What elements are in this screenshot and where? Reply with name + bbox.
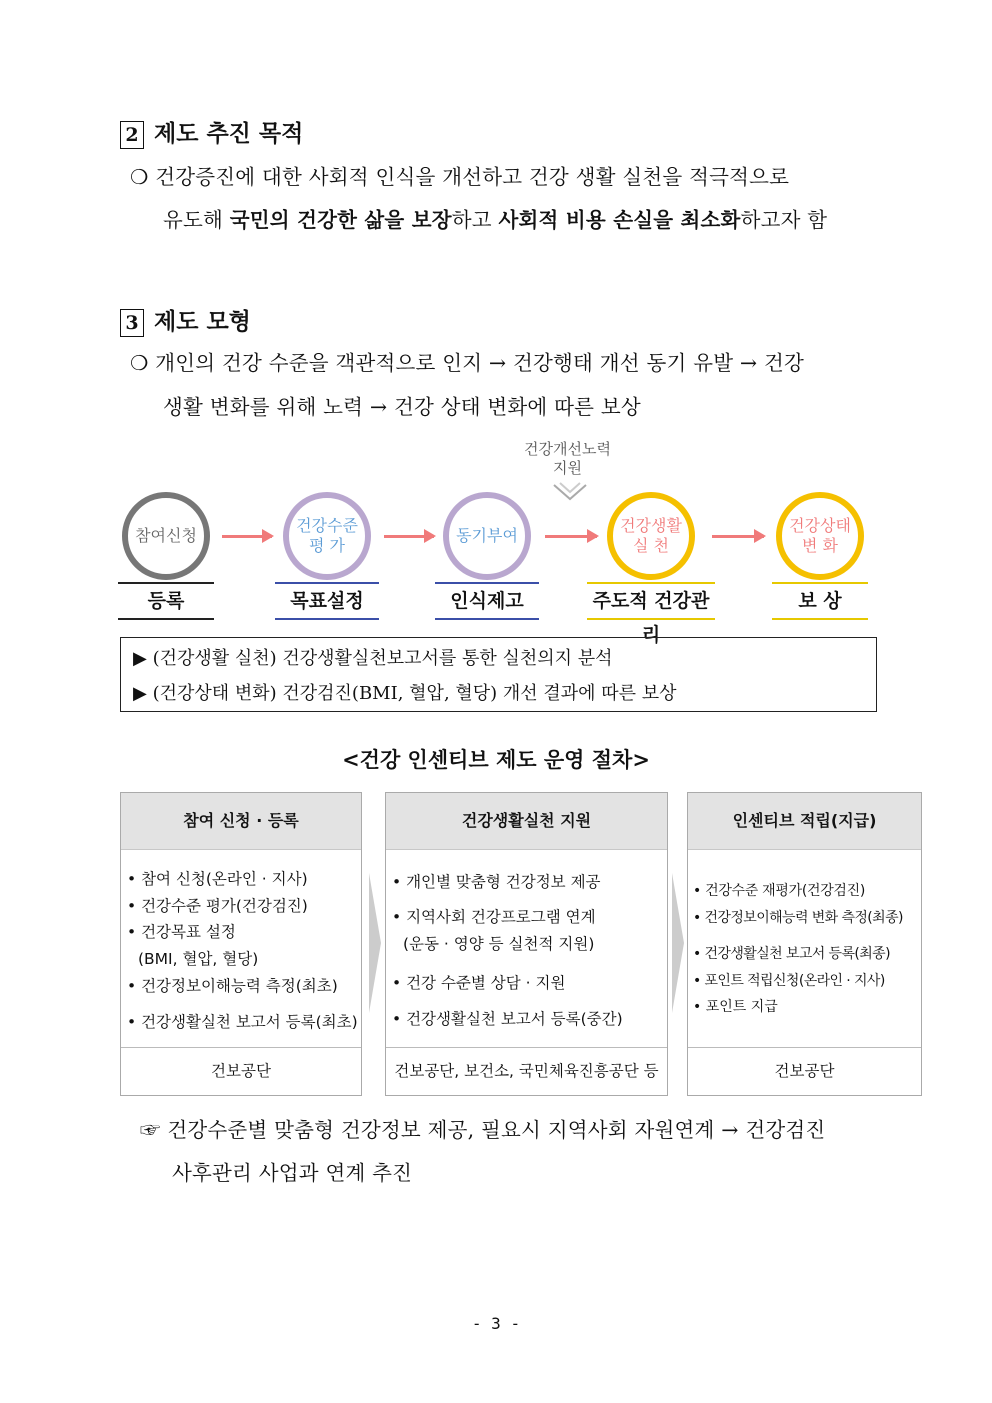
emphasis-text: 사회적 비용 손실을 최소화	[498, 208, 741, 232]
list-item: • 건강수준 재평가(건강검진)	[693, 883, 866, 899]
stage-label: 등록	[118, 582, 214, 620]
chevron-down-icon	[552, 481, 588, 503]
section-number-box: 2	[120, 121, 144, 149]
stage-circle-text: 실 천	[633, 536, 669, 555]
section-2-heading	[120, 115, 303, 149]
footnote-line2: 사후관리 사업과 연계 추진	[172, 1161, 413, 1185]
arrow-right-icon	[384, 535, 434, 538]
note-line: ▶ (건강상태 변화) 건강검진(BMI, 혈압, 혈당) 개선 결과에 따른 보상	[133, 683, 677, 704]
section-3-paragraph-line2	[163, 390, 641, 420]
list-item: • 참여 신청(온라인 · 지사)	[127, 870, 308, 888]
stage-circle-text: 참여신청	[135, 526, 197, 545]
section-title: 제도 모형	[154, 308, 251, 335]
chevron-right-icon	[672, 873, 684, 1013]
list-item: (운동 · 영양 등 실천적 지원)	[403, 935, 595, 953]
text: 건강수준별 맞춤형 건강정보 제공, 필요시 지역사회 자원연계 → 건강검진	[167, 1118, 826, 1142]
stage-label: 주도적 건강관리	[587, 582, 715, 620]
procedure-column-2	[385, 792, 668, 1096]
list-item: • 지역사회 건강프로그램 연계	[392, 908, 596, 926]
text: 유도해	[163, 208, 230, 232]
column-footer: 건보공단	[688, 1047, 921, 1095]
support-note-line: 건강개선노력	[524, 440, 611, 458]
list-item: • 포인트 적립신청(온라인 · 지사)	[693, 973, 885, 989]
support-note-line: 지원	[553, 459, 582, 477]
section-2-paragraph-line2	[163, 203, 827, 233]
pointing-hand-icon: ☞	[140, 1118, 161, 1142]
column-header: 인센티브 적립(지급)	[688, 793, 921, 850]
stage-circle	[443, 492, 531, 580]
text: 생활 변화를 위해 노력 → 건강 상태 변화에 따른 보상	[163, 395, 641, 419]
chevron-right-icon	[369, 873, 381, 1013]
list-item: • 건강생활실천 보고서 등록(중간)	[392, 1010, 623, 1028]
list-item: • 건강정보이해능력 측정(최초)	[127, 977, 338, 995]
stage-circle-text: 건강상태	[789, 516, 851, 535]
stage-circle-text: 평 가	[309, 536, 345, 555]
stage-circle	[122, 492, 210, 580]
procedure-column-1	[120, 792, 362, 1096]
text: 하고자 함	[740, 208, 828, 232]
text: 개인의 건강 수준을 객관적으로 인지 → 건강행태 개선 동기 유발 → 건강	[155, 351, 805, 375]
stage-label: 보 상	[772, 582, 868, 620]
stage-circle-text: 건강생활	[620, 516, 682, 535]
list-item: • 포인트 지급	[693, 999, 778, 1015]
arrow-right-icon	[712, 535, 764, 538]
list-item: • 건강수준 평가(건강검진)	[127, 897, 308, 915]
list-item: • 건강생활실천 보고서 등록(최초)	[127, 1013, 358, 1031]
stage-circle	[607, 492, 695, 580]
list-item: • 건강 수준별 상담 · 지원	[392, 974, 566, 992]
stage-label: 목표설정	[275, 582, 379, 620]
list-item: • 개인별 맞춤형 건강정보 제공	[392, 873, 601, 891]
text: 건강증진에 대한 사회적 인식을 개선하고 건강 생활 실천을 적극적으로	[155, 165, 790, 189]
stage-circle	[776, 492, 864, 580]
stage-circle-text: 변 화	[802, 536, 838, 555]
section-2-paragraph-line1	[130, 160, 789, 190]
page-number: - 3 -	[471, 1314, 521, 1333]
column-footer: 건보공단, 보건소, 국민체육진흥공단 등	[386, 1047, 667, 1095]
footnote-line1	[140, 1113, 825, 1143]
column-header: 건강생활실천 지원	[386, 793, 667, 850]
stage-label: 인식제고	[435, 582, 539, 620]
list-item: • 건강정보이해능력 변화 측정(최종)	[693, 910, 903, 926]
arrow-right-icon	[545, 535, 597, 538]
bullet-circle: ❍	[130, 165, 149, 189]
text: 하고	[451, 208, 499, 232]
support-note	[505, 440, 630, 478]
list-item: (BMI, 혈압, 혈당)	[138, 950, 259, 968]
column-header: 참여 신청 · 등록	[121, 793, 361, 850]
section-3-paragraph-line1	[130, 346, 804, 376]
stage-circle-text: 건강수준	[296, 516, 358, 535]
procedure-column-3	[687, 792, 922, 1096]
list-item: • 건강목표 설정	[127, 923, 236, 941]
stage-circle	[283, 492, 371, 580]
list-item: • 건강생활실천 보고서 등록(최종)	[693, 946, 890, 962]
notes-box	[120, 637, 877, 712]
section-number-box: 3	[120, 309, 144, 337]
bullet-circle: ❍	[130, 351, 149, 375]
section-title: 제도 추진 목적	[154, 120, 304, 147]
procedure-title: <건강 인센티브 제도 운영 절차>	[342, 747, 650, 772]
arrow-right-icon	[222, 535, 272, 538]
section-3-heading	[120, 303, 251, 337]
emphasis-text: 국민의 건강한 삶을 보장	[229, 208, 452, 232]
note-line: ▶ (건강생활 실천) 건강생활실천보고서를 통한 실천의지 분석	[133, 648, 613, 669]
stage-circle-text: 동기부여	[456, 526, 518, 545]
column-footer: 건보공단	[121, 1047, 361, 1095]
